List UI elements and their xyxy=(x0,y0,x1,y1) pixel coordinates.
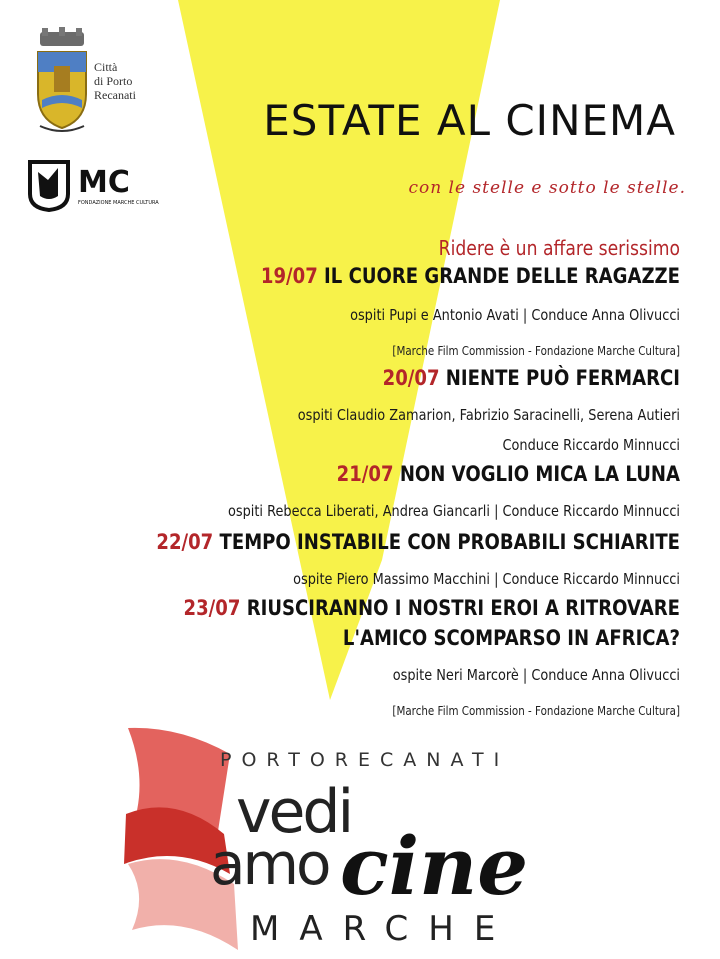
screening-credit-5: [Marche Film Commission - Fondazione Marche Cultura] xyxy=(392,704,680,718)
logo-region-text: MARCHE xyxy=(250,909,516,949)
city-line-1: Città xyxy=(94,60,118,74)
mc-logo-text: MC xyxy=(78,165,130,200)
city-line-2: di Porto xyxy=(94,74,133,88)
screening-guests-2: ospiti Claudio Zamarion, Fabrizio Saracinelli, Serena Autieri xyxy=(297,406,680,424)
screening-title-5-line2: L'AMICO SCOMPARSO IN AFRICA? xyxy=(342,626,680,650)
screening-title-4 xyxy=(95,530,680,554)
screening-guests-3: ospiti Rebecca Liberati, Andrea Giancarli | Conduce Riccardo Minnucci xyxy=(227,502,680,520)
mc-logo-caption: FONDAZIONE MARCHE CULTURA xyxy=(78,200,159,206)
logo-city-text: PORTORECANATI xyxy=(220,749,510,771)
screening-date: 21/07 xyxy=(336,462,394,486)
screening-guests-4: ospite Piero Massimo Macchini | Conduce Riccardo Minnucci xyxy=(293,570,680,588)
screening-credit-1: [Marche Film Commission - Fondazione Marche Cultura] xyxy=(392,344,680,358)
logo-word-cine: cine xyxy=(340,819,529,913)
logo-word-amo: amo xyxy=(210,830,329,898)
screening-date: 23/07 xyxy=(183,596,241,620)
screening-host-2: Conduce Riccardo Minnucci xyxy=(502,436,680,454)
tagline: con le stelle e sotto le stelle. xyxy=(408,178,686,198)
page-title: ESTATE AL CINEMA xyxy=(263,96,676,145)
screening-title-3 xyxy=(95,462,680,486)
city-line-3: Recanati xyxy=(94,88,136,102)
film-title: IL CUORE GRANDE DELLE RAGAZZE xyxy=(324,264,680,288)
screening-date: 22/07 xyxy=(156,530,214,554)
screening-title-2 xyxy=(95,366,680,390)
vedi-amo-cine-marche-logo xyxy=(120,724,620,954)
screening-title-1 xyxy=(95,264,680,288)
film-title: NIENTE PUÒ FERMARCI xyxy=(445,366,680,390)
screening-guests-5: ospite Neri Marcorè | Conduce Anna Olivucci xyxy=(392,666,680,684)
film-title: RIUSCIRANNO I NOSTRI EROI A RITROVARE xyxy=(246,596,680,620)
screening-guests-1: ospiti Pupi e Antonio Avati | Conduce Anna Olivucci xyxy=(350,306,680,324)
event-subtitle: Ridere è un affare serissimo xyxy=(438,236,680,260)
screening-date: 19/07 xyxy=(260,264,318,288)
screening-title-5 xyxy=(95,596,680,620)
film-title: TEMPO INSTABILE CON PROBABILI SCHIARITE xyxy=(219,530,680,554)
logo-word-vedi: vedi xyxy=(236,777,352,847)
film-title: NON VOGLIO MICA LA LUNA xyxy=(399,462,680,486)
screening-date: 20/07 xyxy=(382,366,440,390)
